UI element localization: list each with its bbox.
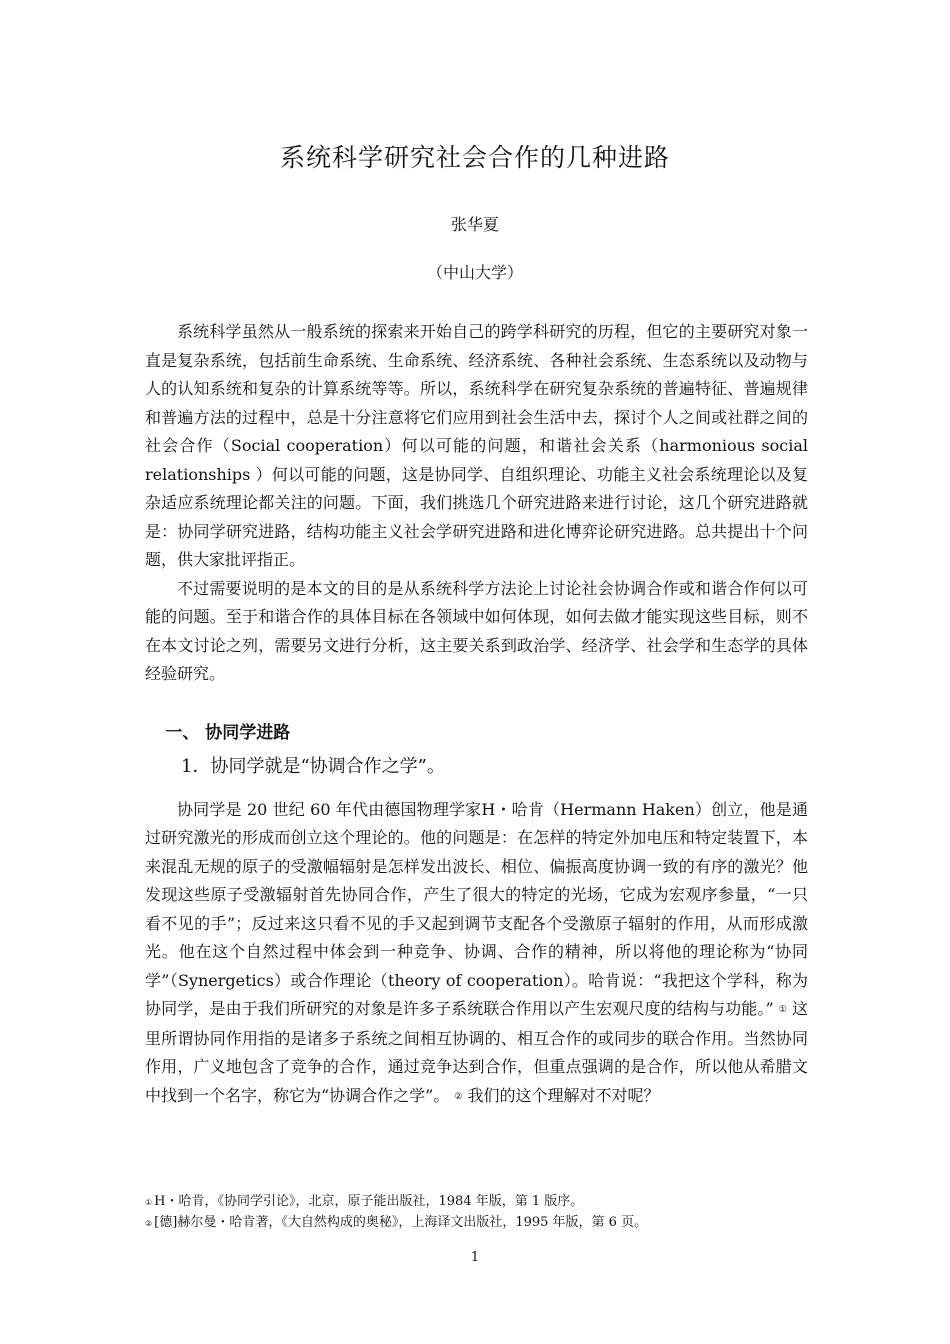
paragraph-text-b: 这里所谓协同作用指的是诸多子系统之间相互协调的、相互合作的或同步的联合作用。当然协同作用，广义地包含了竞争的合作，通过竞争达到合作，但重点强调的是合作，所以他从希腊文中找到一个名字，称它为“协调合作之学”。 <box>145 999 808 1105</box>
footnote-2-number: ② <box>145 1219 153 1228</box>
intro-paragraph-1: 系统科学虽然从一般系统的探索来开始自己的跨学科研究的历程，但它的主要研究对象一直是复杂系统，包括前生命系统、生命系统、经济系统、各种社会系统、生态系统以及动物与人的认知系统和复杂的计算系统等等。所以，系统科学在研究复杂系统的普遍特征、普遍规律和普遍方法的过程中，总是十分注意将它们应用到社会生活中去，探讨个人之间或社群之间的社会合作（Social cooperation）何以可能的问题，和谐社会关系（harmonious social relationships ）何以可能的问题，这是协同学、自组织理论、功能主义社会系统理论以及复杂适应系统理论都关注的问题。下面，我们挑选几个研究进路来进行讨论，这几个研究进路就是：协同学研究进路，结构功能主义社会学研究进路和进化博弈论研究进路。总共提出十个问题，供大家批评指正。 <box>145 322 808 569</box>
footnote-2-text: [德]赫尔曼・哈肯著，《大自然构成的奥秘》，上海译文出版社，1995 年版，第 6 页。 <box>154 1215 648 1230</box>
subsection-heading: 1．协同学就是“协调合作之学”。 <box>181 755 445 777</box>
footnote-1-text: H・哈肯，《协同学引论》，北京，原子能出版社，1984 年版，第 1 版序。 <box>154 1194 584 1209</box>
footnote-ref-2[interactable]: ② <box>454 1091 463 1102</box>
paragraph-text-c: 我们的这个理解对不对呢？ <box>467 1085 660 1105</box>
author-name: 张华夏 <box>450 215 499 234</box>
section-heading: 一、 协同学进路 <box>165 722 291 743</box>
paper-title: 系统科学研究社会合作的几种进路 <box>279 143 670 172</box>
footnote-ref-1[interactable]: ① <box>778 1005 787 1015</box>
footnote-1 <box>145 1192 808 1213</box>
paragraph-text-a: 协同学是 20 世纪 60 年代由德国物理学家H・哈肯（Hermann Haken）创立，他是通过研究激光的形成而创立这个理论的。他的问题是：在怎样的特定外加电压和特定装置下，本来混乱无规的原子的受激幅辐射是怎样发出波长、相位、偏振高度协调一致的有序的激光？他发现这些原子受激辐射首先协同合作，产生了很大的特定的光场，它成为宏观序参量，“一只看不见的手”；反过来这只看不见的手又起到调节支配各个受激原子辐射的作用，从而形成激光。他在这个自然过程中体会到一种竞争、协调、合作的精神，所以将他的理论称为“协同学”（Synergetics）或合作理论（theory of cooperation）。哈肯说：“我把这个学科，称为协同学，是由于我们所研究的对象是许多子系统联合作用以产生宏观尺度的结构与功能。” <box>145 799 808 1018</box>
author-affiliation: （中山大学） <box>426 263 523 282</box>
footnotes <box>145 1192 808 1234</box>
footnote-2 <box>145 1213 808 1234</box>
intro-paragraph-2: 不过需要说明的是本文的目的是从系统科学方法论上讨论社会协调合作或和谐合作何以可能的问题。至于和谐合作的具体目标在各领域中如何体现，如何去做才能实现这些目标，则不在本文讨论之列，需要另文进行分析，这主要关系到政治学、经济学、社会学和生态学的具体经验研究。 <box>145 578 808 683</box>
section-paragraph <box>145 796 808 1112</box>
page-number: 1 <box>470 1250 480 1265</box>
paper-body <box>145 318 808 1111</box>
footnote-1-number: ① <box>145 1198 153 1207</box>
